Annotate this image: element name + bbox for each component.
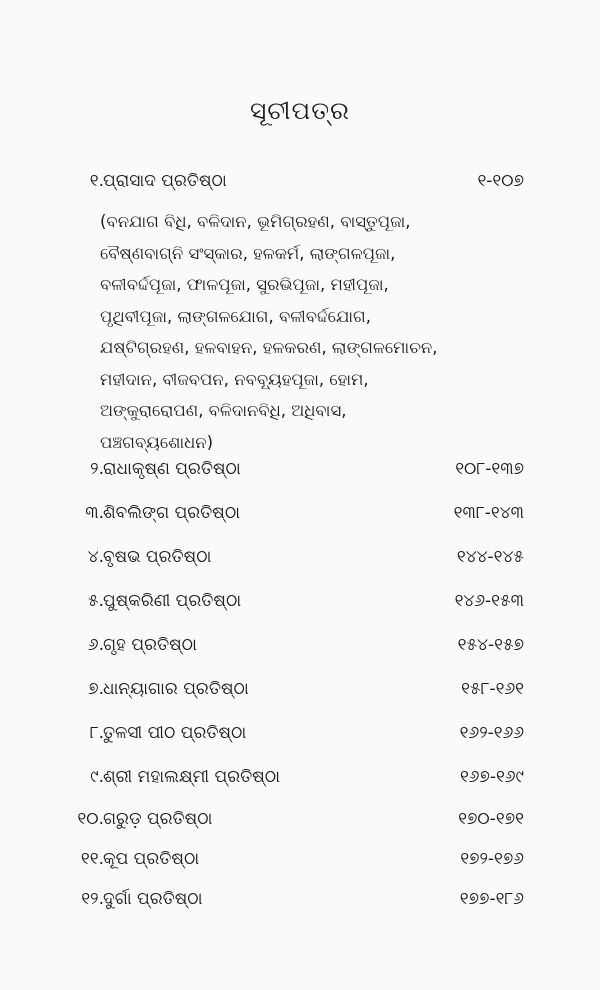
description-line: ଅଙ୍କୁରାରୋପଣ, ବଳିଦାନବିଧି, ଅଧିବାସ, — [100, 401, 347, 420]
entry-label: ଦୁର୍ଗା ପ୍ରତିଷ୍ଠା — [103, 889, 203, 909]
description-line: ପଞ୍ଚଗବ୍ୟଶୋଧନ) — [100, 432, 214, 452]
entry-label: ଶ୍ରୀ ମହାଲକ୍ଷ୍ମୀ ପ୍ରତିଷ୍ଠା — [103, 767, 280, 787]
entry-number: ୧୧. — [80, 849, 104, 869]
entry-pages: ୧୪୬-୧୫୩ — [454, 591, 524, 611]
entry-pages: ୧୭୨-୧୭୬ — [460, 849, 524, 869]
entry-number: ୯. — [90, 767, 104, 787]
entry-label: ଗରୁଡ଼ ପ୍ରତିଷ୍ଠା — [103, 809, 213, 829]
toc-entry[interactable] — [0, 764, 600, 796]
page-title: ସୂଚୀପତ୍ର — [249, 96, 350, 125]
entry-label: ଧାନ୍ୟାଗାର ପ୍ରତିଷ୍ଠା — [103, 679, 249, 699]
entry-pages: ୧୦୮-୧୩୭ — [455, 459, 524, 479]
entry-number: ୭. — [88, 679, 104, 699]
description-line: ବଳୀବର୍ଦ୍ଦପୂଜା, ଫାଳପୂଜା, ସୁରଭିପୂଜା, ମହୀପୂଜା, — [100, 275, 389, 294]
entry-number: ୧୨. — [81, 889, 104, 909]
toc-entry[interactable] — [0, 456, 600, 488]
entry-pages: ୧୫୪-୧୫୭ — [457, 635, 524, 655]
toc-entry[interactable] — [0, 846, 600, 878]
entry-pages: ୧-୧୦୭ — [477, 171, 524, 191]
description-line: ବୈଷ୍ଣବାଗ୍ନି ସଂସ୍କାର, ହଳକର୍ମ, ଲାଙ୍ଗଳପୂଜା, — [100, 243, 396, 263]
toc-entry[interactable] — [0, 720, 600, 752]
toc-entry[interactable] — [0, 806, 600, 838]
toc-entry[interactable] — [0, 544, 600, 576]
description-line: ପୃଥିବୀପୂଜା, ଲାଙ୍ଗଳଯୋଗ, ବଳୀବର୍ଦ୍ଦଯୋଗ, — [100, 306, 371, 326]
entry-label: ରାଧାକୃଷ୍ଣ ପ୍ରତିଷ୍ଠା — [103, 459, 241, 479]
entry-number: ୮. — [89, 723, 104, 743]
entry-number: ୩. — [85, 503, 104, 523]
entry-number: ୨. — [90, 459, 104, 479]
entry-label: ତୁଳସୀ ପୀଠ ପ୍ରତିଷ୍ଠା — [103, 723, 247, 743]
entry-number: ୬. — [87, 635, 104, 655]
toc-entry[interactable] — [0, 500, 600, 532]
entry-pages: ୧୫୮-୧୬୧ — [461, 679, 524, 699]
entry-pages: ୧୭୭-୧୮୬ — [459, 889, 524, 909]
entry-pages: ୧୬୨-୧୬୬ — [459, 723, 524, 743]
entry-number: ୧. — [89, 171, 104, 191]
entry-label: ପ୍ରାସାଦ ପ୍ରତିଷ୍ଠା — [103, 171, 227, 191]
entry-pages: ୧୪୪-୧୪୫ — [456, 547, 524, 567]
entry-label: ଗୃହ ପ୍ରତିଷ୍ଠା — [103, 635, 197, 655]
toc-entry[interactable] — [0, 676, 600, 708]
entry-number: ୧୦. — [77, 809, 104, 829]
description-line: (ବନଯାଗ ବିଧି, ବଳିଦାନ, ଭୂମିଗ୍ରହଣ, ବାସ୍ତୁପୂଜା, — [100, 212, 411, 231]
toc-entry[interactable] — [0, 588, 600, 620]
entry-number: ୪. — [87, 547, 104, 567]
entry-label: କୂପ ପ୍ରତିଷ୍ଠା — [103, 849, 200, 869]
entry-label: ବୃଷଭ ପ୍ରତିଷ୍ଠା — [103, 547, 212, 567]
toc-entry[interactable] — [0, 168, 600, 200]
entry-number: ୫. — [87, 591, 104, 611]
toc-entry[interactable] — [0, 886, 600, 918]
description-line: ଯଷ୍ଟିଗ୍ରହଣ, ହଳବାହନ, ହଳକରଣ, ଲାଙ୍ଗଳମୋଚନ, — [100, 338, 438, 357]
description-line: ମହୀଦାନ, ବୀଜବପନ, ନବବ୍ୟୂହପୂଜା, ହୋମ, — [100, 369, 369, 389]
entry-pages: ୧୬୭-୧୬୯ — [459, 767, 524, 787]
entry-pages: ୧୩୮-୧୪୩ — [453, 503, 524, 523]
toc-entry[interactable] — [0, 632, 600, 664]
entry-pages: ୧୭୦-୧୭୧ — [458, 809, 524, 829]
entry-label: ପୁଷ୍କରିଣୀ ପ୍ରତିଷ୍ଠା — [103, 591, 242, 611]
entry-description — [100, 206, 510, 458]
entry-label: ଶିବଲିଙ୍ଗ ପ୍ରତିଷ୍ଠା — [103, 503, 241, 523]
